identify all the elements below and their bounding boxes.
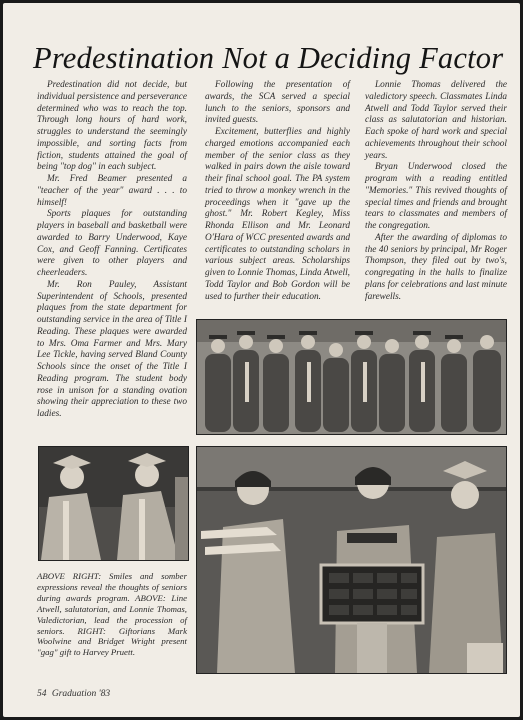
giftorians-photo: [196, 446, 507, 674]
article-column-3: [365, 80, 507, 315]
paragraph: Excitement, butterflies and highly charged emotions accompanied each member of the senior class as they walked in pairs down the aisle toward their final school goal. The PA system tried to throw a monkey wrench in the proceedings when it "gave up the ghost." Mr. Robert Kegley, Miss Rhonda Ellison and Mr. Leonard O'Hara of WCC presented awards and certificates to outstanding scholars in various subject areas. Scholarships given to Lonnie Thomas, Linda Atwell, Todd Taylor and Bob Gordon will be used to further their education.: [205, 127, 350, 302]
paragraph: Sports plaques for outstanding players in baseball and basketball were awarded to Barry Underwood, Kaye Cox, and Geoff Fanning. Certificates were given to other players and cheerleaders.: [37, 209, 187, 278]
procession-image: [39, 447, 188, 560]
paragraph: Lonnie Thomas delivered the valedictory speech. Classmates Linda Atwell and Todd Taylor served their class as salutatorian and historian. Each spoke of hard work and special achievements throughout their school years.: [365, 80, 507, 161]
photo-caption: ABOVE RIGHT: Smiles and somber expressions reveal the thoughts of seniors during awards program. ABOVE: Line Atwell, salutatorian, and Lonnie Thomas, Valedictorian, lead the procession of seniors. RIGHT: Giftorians Mark Woolwine and Bridget Wright present "gag" gift to Harvey Pruett.: [37, 571, 187, 658]
page-number: 54: [37, 689, 47, 699]
paragraph: Mr. Ron Pauley, Assistant Superintendent of Schools, presented plaques from the state department for outstanding service in the area of Title I Reading. These plaques were awarded to Mrs. Oma Farmer and Mrs. Mary Lee Tickle, having served Bland County Schools since the onset of the Title I Reading program. The student body rose in unison for a standing ovation showing their appreciation to these two ladies.: [37, 279, 187, 419]
yearbook-page: [3, 3, 520, 717]
article-column-1: [37, 80, 187, 450]
seniors-seated-photo: [196, 319, 507, 435]
procession-photo: [38, 446, 189, 561]
paragraph: Following the presentation of awards, the SCA served a special lunch to the seniors, sponsors and invited guests.: [205, 80, 350, 126]
headline: Predestination Not a Deciding Factor: [33, 41, 504, 75]
article-column-2: [205, 80, 350, 315]
giftorians-image: [197, 447, 506, 673]
paragraph: Mr. Fred Beamer presented a "teacher of the year" award . . . to himself!: [37, 174, 187, 208]
paragraph: Bryan Underwood closed the program with a reading entitled "Memories." This revived thoughts of special times and friends and brought tears to classmates and members of the congregation.: [365, 162, 507, 231]
paragraph: After the awarding of diplomas to the 40 seniors by principal, Mr Roger Thompson, they filed out by two's, congregating in the halls to finalize plans for celebrations and last minute farewells.: [365, 232, 507, 302]
seniors-seated-image: [197, 320, 506, 434]
page-folio: [37, 689, 113, 699]
section-name: Graduation '83: [51, 689, 111, 699]
paragraph: Predestination did not decide, but individual persistence and perseverance determined who was to reach the top. Through long hours of hard work, struggles to understand the seemingly impossible, and sorting facts from fiction, students attained the goal of being "top dog" in each subject.: [37, 80, 187, 173]
